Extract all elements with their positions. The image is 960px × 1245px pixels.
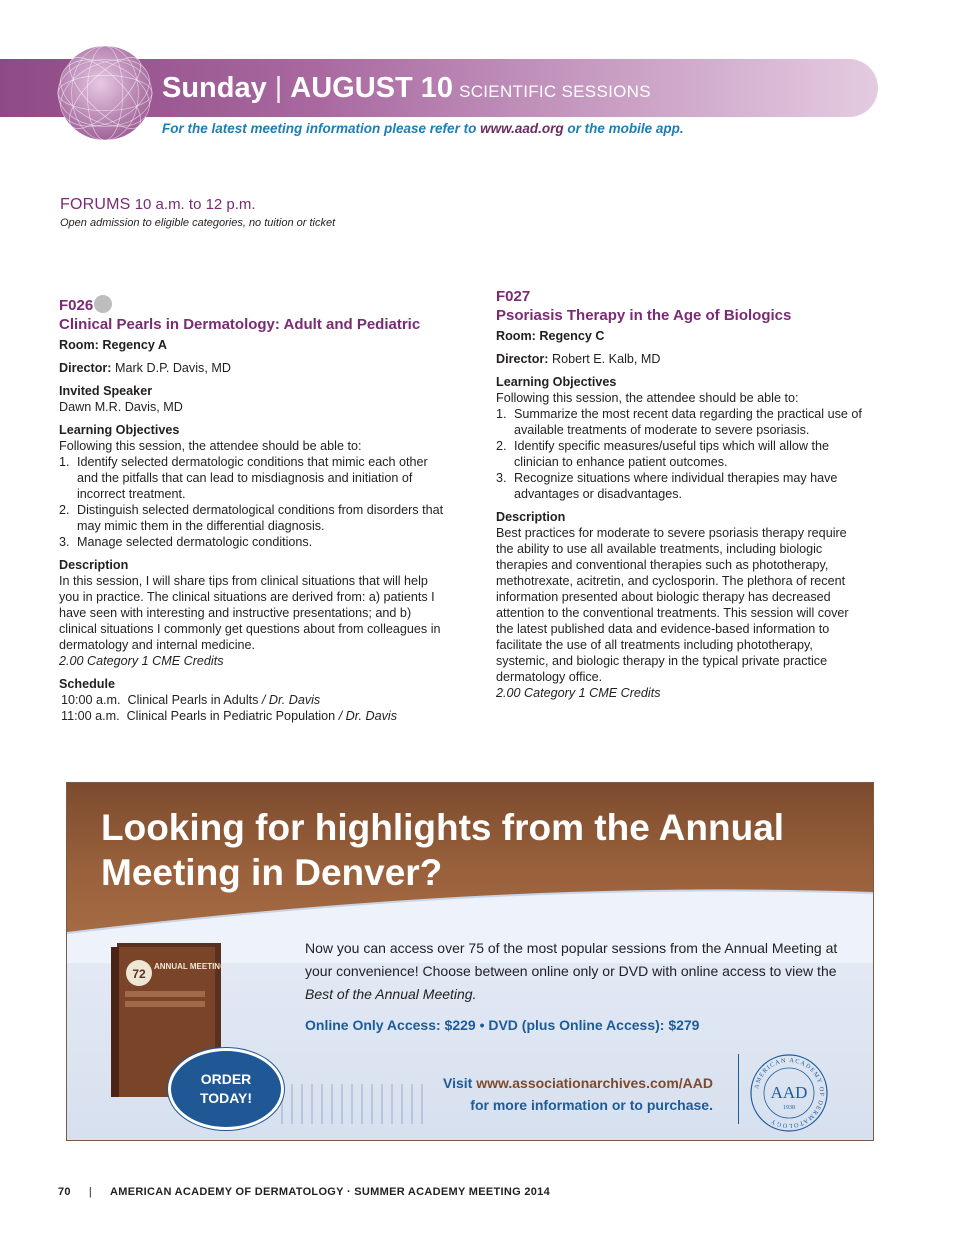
session-f027 — [496, 288, 866, 701]
speaker-label: Invited Speaker — [59, 384, 153, 398]
session-director: Director: Robert E. Kalb, MD — [496, 352, 661, 366]
aad-year: 1938 — [783, 1105, 795, 1111]
day-label: Sunday — [162, 72, 267, 104]
session-room: Room: Regency A — [59, 338, 167, 352]
objectives-intro: Following this session, the attendee should be able to: — [59, 439, 362, 453]
session-room: Room: Regency C — [496, 329, 605, 343]
description-label: Description — [496, 510, 566, 524]
archives-link[interactable]: www.associationarchives.com/AAD — [476, 1075, 713, 1091]
meeting-info-note: For the latest meeting information please refer to www.aad.org or the mobile app. — [162, 121, 684, 136]
session-director: Director: Mark D.P. Davis, MD — [59, 361, 231, 375]
session-title: Psoriasis Therapy in the Age of Biologics — [496, 307, 792, 324]
dvd-number: 72 — [132, 967, 146, 981]
speaker-name: Dawn M.R. Davis, MD — [59, 400, 183, 414]
objectives-intro: Following this session, the attendee should be able to: — [496, 391, 799, 405]
list-item: 2. Identify specific measures/useful tips which will allow the clinician to enhance patient outcomes. — [496, 439, 829, 469]
schedule-label: Schedule — [59, 677, 115, 691]
list-item: 3. Manage selected dermatologic conditions. — [59, 535, 313, 549]
objectives-list — [496, 406, 866, 502]
objectives-label: Learning Objectives — [496, 375, 617, 389]
list-item: 3. Recognize situations where individual therapies may have advantages or disadvantages. — [496, 471, 838, 501]
date-label: AUGUST 10 — [290, 72, 454, 104]
aad-logo-text: AAD — [770, 1083, 808, 1102]
aad-ring-text: AMERICAN ACADEMY OF DERMATOLOGY — [753, 1056, 826, 1130]
session-code: F027 — [496, 288, 531, 305]
page-number: 70 — [58, 1186, 71, 1198]
ad-headline: Looking for highlights from the Annual Meeting in Denver? — [101, 807, 785, 893]
list-item: 1. Identify selected dermatologic conditions that mimic each other and the pitfalls that can lead to misdiagnosis and initiation of incorrect treatment. — [59, 455, 428, 501]
schedule-row: 11:00 a.m. Clinical Pearls in Pediatric Population / Dr. Davis — [61, 709, 397, 723]
section-label: SCIENTIFIC SESSIONS — [459, 82, 651, 101]
cme-credits: 2.00 Category 1 CME Credits — [496, 686, 661, 700]
aad-website-link[interactable]: www.aad.org — [480, 121, 564, 136]
session-title: Clinical Pearls in Dermatology: Adult and Pediatric — [59, 316, 421, 333]
forums-label: FORUMS — [60, 196, 131, 213]
list-item: 1. Summarize the most recent data regarding the practical use of available treatments of moderate to severe psoriasis. — [496, 407, 862, 437]
divider — [738, 1054, 739, 1124]
dvd-title: ANNUAL MEETING — [154, 962, 227, 971]
schedule-row: 10:00 a.m. Clinical Pearls in Adults / Dr. Davis — [61, 693, 321, 707]
objectives-label: Learning Objectives — [59, 423, 180, 437]
ad-visit-text: Visit www.associationarchives.com/AAD for more information or to purchase. — [443, 1075, 713, 1113]
description-text: In this session, I will share tips from clinical situations that will help you in practice. The clinical situations are derived from: a) patients I have seen with interesting and instructive presentations; and b) clinical situations I commonly get questions about from colleagues in dermatology and internal medicine. — [59, 574, 441, 652]
page-footer: 70 | AMERICAN ACADEMY OF DERMATOLOGY · SUMMER ACADEMY MEETING 2014 — [58, 1186, 551, 1198]
description-label: Description — [59, 558, 129, 572]
annual-meeting-ad — [66, 782, 874, 1141]
objectives-list — [59, 454, 445, 550]
forums-note: Open admission to eligible categories, no tuition or ticket — [60, 217, 336, 229]
session-f026 — [59, 295, 445, 724]
aad-seal-logo — [747, 1051, 831, 1135]
globe-icon — [56, 44, 154, 142]
forums-heading — [60, 196, 256, 214]
page-title: Sunday | AUGUST 10 SCIENTIFIC SESSIONS — [162, 72, 651, 104]
forums-time: 10 a.m. to 12 p.m. — [134, 196, 256, 213]
list-item: 2. Distinguish selected dermatological conditions from disorders that may mimic them in the differential diagnosis. — [59, 503, 444, 533]
order-today-button[interactable]: ORDER TODAY! — [168, 1048, 284, 1130]
session-code: F026 — [59, 295, 445, 315]
ad-pricing: Online Only Access: $229 • DVD (plus Online Access): $279 — [305, 1017, 700, 1033]
ad-body-text: Now you can access over 75 of the most popular sessions from the Annual Meeting at your convenience! Choose between online only or DVD with online access to view the Best of the Annual Meeting. — [305, 940, 838, 1002]
footer-text: AMERICAN ACADEMY OF DERMATOLOGY · SUMMER ACADEMY MEETING 2014 — [110, 1186, 551, 1198]
description-text: Best practices for moderate to severe psoriasis therapy require the ability to use all available treatments, including biologic therapies and conventional therapies such as phototherapy, methotrexate, acitretin, and cyclosporin. The plethora of recent information presented about biologic therapy has decreased attention to the conventional treatments. This session will cover the latest published data and evidence-based information to facilitate the use of all treatments including phototherapy, systemic, and biologic therapy in the typical private practice dermatology office. — [496, 526, 849, 684]
film-reel-icon — [94, 295, 112, 313]
cme-credits: 2.00 Category 1 CME Credits — [59, 654, 224, 668]
